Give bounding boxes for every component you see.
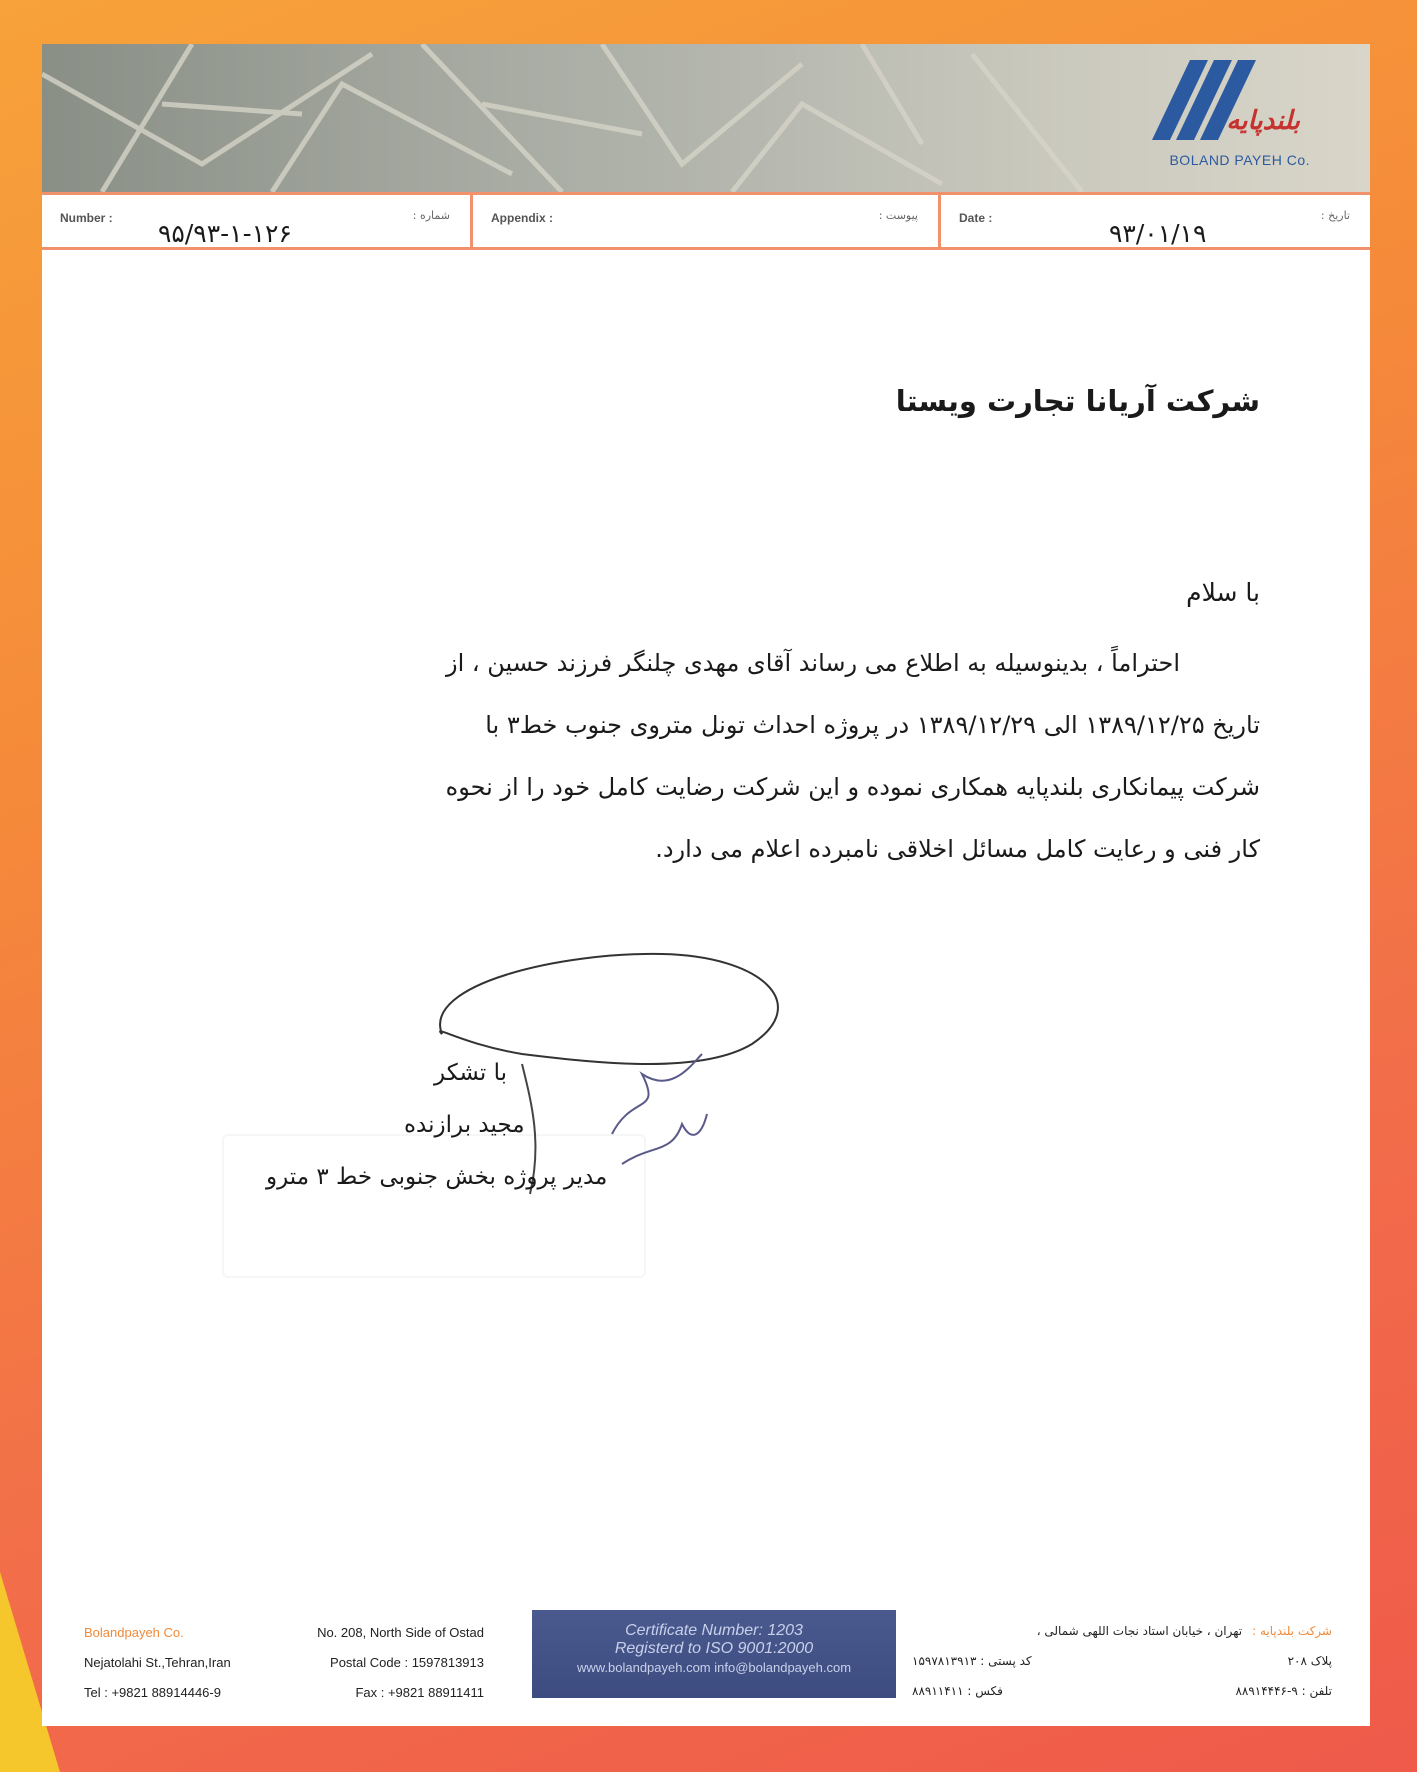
meta-fields <box>42 192 1370 250</box>
iso-certificate-box <box>532 1610 896 1698</box>
date-label-fa: تاریخ : <box>1320 209 1350 222</box>
footer-address-fa: تهران ، خیابان استاد نجات اللهی شمالی ، <box>1036 1624 1243 1638</box>
number-label-en: Number : <box>60 211 113 225</box>
recipient-title: شرکت آریانا تجارت ویستا <box>895 384 1260 418</box>
date-label-en: Date : <box>959 211 993 225</box>
signature-thanks: با تشکر <box>434 1060 508 1086</box>
footer-persian-address <box>912 1616 1332 1706</box>
number-label-fa: شماره : <box>412 209 450 222</box>
number-field <box>42 195 470 247</box>
footer-postal-en: Postal Code : 1597813913 <box>330 1655 484 1670</box>
appendix-field <box>470 195 938 247</box>
letter-body <box>170 632 1260 880</box>
signature-title: مدیر پروژه بخش جنوبی خط ۳ مترو <box>266 1164 608 1190</box>
footer-fax-en: Fax : +9821 88911411 <box>355 1685 484 1700</box>
greeting: با سلام <box>1186 578 1260 607</box>
cert-iso: Registerd to ISO 9001:2000 <box>614 1640 814 1657</box>
appendix-label-fa: پیوست : <box>878 209 918 222</box>
footer-brand-en: Bolandpayeh Co. <box>84 1625 184 1640</box>
number-value: ۹۵/۹۳-۱-۱۲۶ <box>158 219 292 248</box>
cert-number: Certificate Number: 1203 <box>625 1622 803 1639</box>
logo-en-text: BOLAND PAYEH Co. <box>1169 152 1310 168</box>
footer-tel-fa: تلفن : ۹-۸۸۹۱۴۴۴۶ <box>1235 1684 1332 1698</box>
body-line-4: کار فنی و رعایت کامل مسائل اخلاقی نامبرده اعلام می دارد. <box>655 835 1260 863</box>
signature-name: مجید برازنده <box>404 1112 525 1138</box>
header-banner <box>42 44 1370 192</box>
body-line-3: شرکت پیمانکاری بلندپایه همکاری نموده و این شرکت رضایت کامل خود را از نحوه <box>445 773 1260 801</box>
cert-web-email: www.bolandpayeh.com info@bolandpayeh.com <box>576 1660 852 1675</box>
date-value: ۹۳/۰۱/۱۹ <box>1109 219 1207 248</box>
footer-address1: No. 208, North Side of Ostad <box>317 1625 484 1640</box>
footer-postal-fa: کد پستی : ۱۵۹۷۸۱۳۹۱۳ <box>912 1654 1032 1668</box>
footer-brand-fa: شرکت بلندپایه : <box>1252 1624 1332 1638</box>
letter-page <box>42 44 1370 1726</box>
footer-english-address <box>84 1618 484 1708</box>
body-line-1: احتراماً ، بدینوسیله به اطلاع می رساند آقای مهدی چلنگر فرزند حسین ، از <box>445 649 1180 677</box>
date-field <box>938 195 1370 247</box>
footer-tel-en: Tel : +9821 88914446-9 <box>84 1685 221 1700</box>
footer-address2: Nejatolahi St.,Tehran,Iran <box>84 1655 231 1670</box>
footer-fax-fa: فکس : ۸۸۹۱۱۴۱۱ <box>912 1684 1003 1698</box>
logo-fa-text: بلندپایه <box>1226 106 1300 136</box>
body-line-2: تاریخ ۱۳۸۹/۱۲/۲۵ الی ۱۳۸۹/۱۲/۲۹ در پروژه احداث تونل متروی جنوب خط۳ با <box>485 711 1260 739</box>
appendix-label-en: Appendix : <box>491 211 553 225</box>
footer-plaque-fa: پلاک ۲۰۸ <box>1287 1654 1332 1668</box>
